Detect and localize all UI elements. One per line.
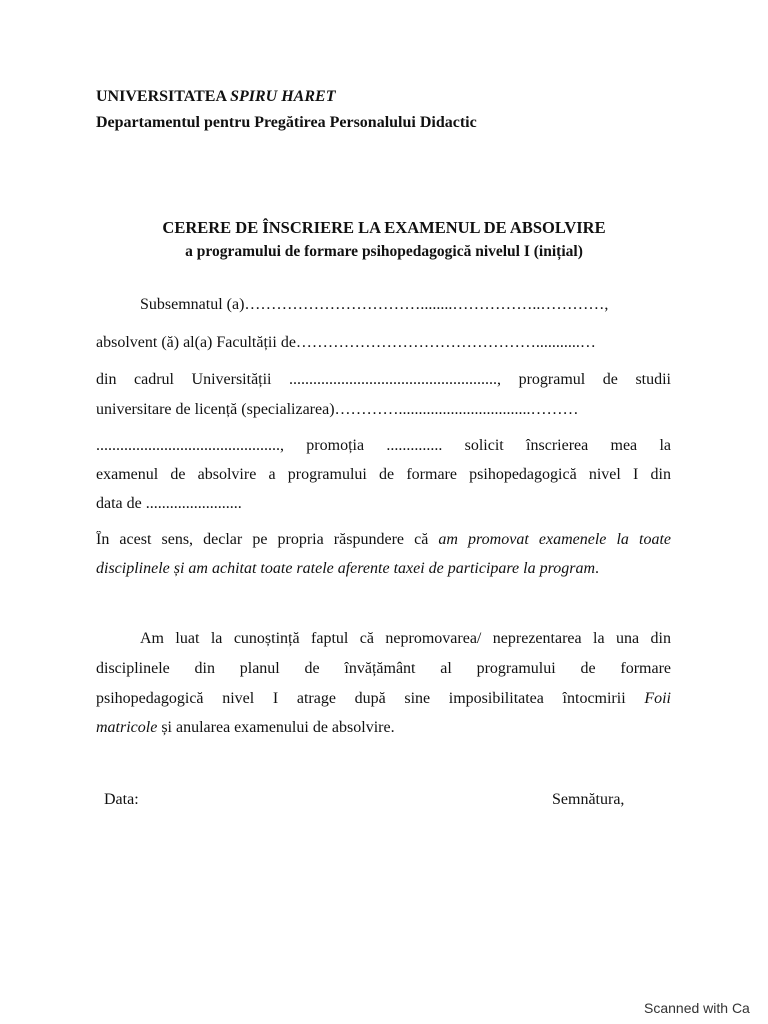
- notice-line-4-plain: și anularea examenului de absolvire.: [161, 719, 395, 736]
- scan-watermark: Scanned with Ca: [644, 1000, 750, 1016]
- exam-line: examenul de absolvire a programului de formare psihopedagogică nivel I din: [96, 466, 671, 483]
- notice-line-3: [96, 690, 671, 708]
- university-name: SPIRU HARET: [230, 88, 336, 105]
- notice-line-1: Am luat la cunoștință faptul că nepromovarea/ neprezentarea la una din: [140, 630, 671, 647]
- university-field-line: din cadrul Universității ...................................................., programul de studii: [96, 371, 671, 388]
- notice-line-3-plain: psihopedagogică nivel I atrage după sine imposibilitatea întocmirii: [96, 690, 626, 707]
- document-header: [96, 84, 477, 136]
- notice-line-2: disciplinele din planul de învățământ al programului de formare: [96, 660, 671, 677]
- specialization-field-line: universitare de licență (specializarea)………….................................………: [96, 401, 579, 418]
- document-subtitle: a programului de formare psihopedagogică nivelul I (inițial): [185, 243, 583, 260]
- notice-line-3-italic: Foii: [644, 690, 671, 707]
- declaration-line-1: [96, 531, 671, 549]
- university-line: [96, 84, 477, 110]
- document-title: CERERE DE ÎNSCRIERE LA EXAMENUL DE ABSOLVIRE: [162, 218, 606, 237]
- declaration-italic-2: disciplinele și am achitat toate ratele aferente taxei de participare la program: [96, 560, 596, 577]
- university-prefix: UNIVERSITATEA: [96, 88, 227, 105]
- date-label: Data:: [104, 791, 139, 808]
- promotion-field-line: .............................................., promoția .............. solicit înscrierea mea la: [96, 437, 671, 454]
- declaration-italic-1: am promovat examenele la toate: [438, 531, 671, 548]
- faculty-field-line: absolvent (ă) al(a) Facultății de………………………………………...........…: [96, 334, 596, 351]
- declaration-line-2: [96, 560, 671, 578]
- notice-line-4-italic: matricole: [96, 719, 158, 736]
- notice-line-4: [96, 719, 671, 737]
- declaration-plain: În acest sens, declar pe propria răspundere că: [96, 531, 429, 548]
- name-field-line: Subsemnatul (a)……………………………........……………..…………,: [140, 296, 609, 313]
- date-field-line: data de ........................: [96, 495, 242, 512]
- department-name: Departamentul pentru Pregătirea Personalului Didactic: [96, 114, 477, 131]
- signature-label: Semnătura,: [552, 791, 625, 808]
- declaration-end: .: [595, 560, 600, 577]
